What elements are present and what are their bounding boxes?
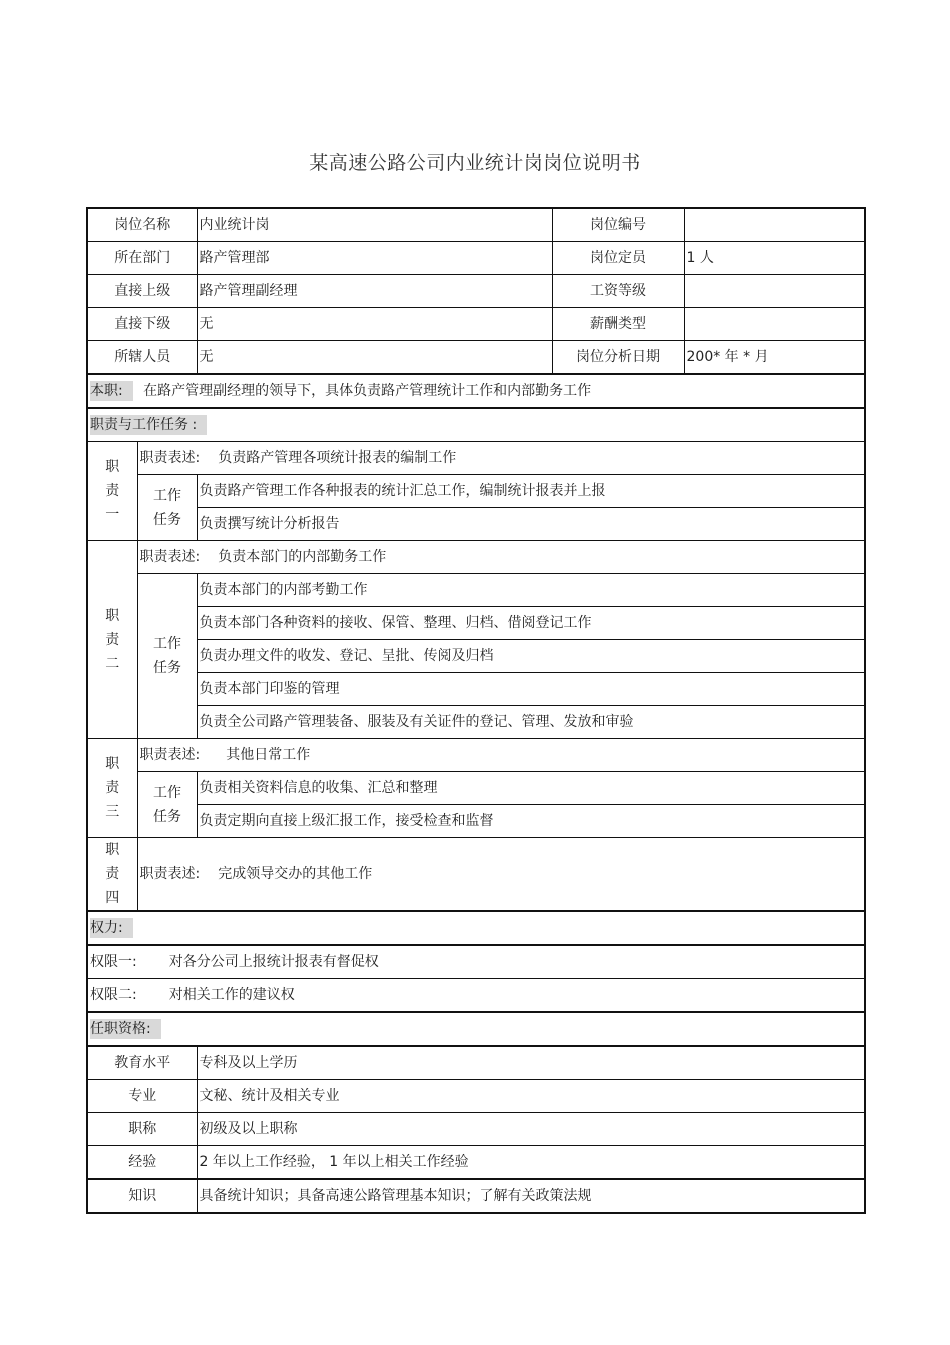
value-department: 路产管理部 <box>197 242 552 275</box>
value-subordinate: 无 <box>197 308 552 341</box>
duties-header-label: 职责与工作任务 : <box>90 415 207 435</box>
qualification-label: 职称 <box>87 1113 197 1146</box>
power-2-cell: 权限二: 对相关工作的建议权 <box>87 979 865 1013</box>
label-position-name: 岗位名称 <box>87 208 197 242</box>
value-pay-type <box>684 308 865 341</box>
value-superior: 路产管理副经理 <box>197 275 552 308</box>
duty-2-label: 职 责 二 <box>87 541 137 739</box>
label-pay-type: 薪酬类型 <box>552 308 684 341</box>
qualification-value: 专科及以上学历 <box>197 1046 865 1080</box>
duties-header-cell <box>87 408 865 442</box>
duty-2-task-3: 负责办理文件的收发、登记、呈批、传阅及归档 <box>197 640 865 673</box>
duty-1-desc: 职责表述: 负责路产管理各项统计报表的编制工作 <box>137 442 865 475</box>
value-salary-grade <box>684 275 865 308</box>
basic-row-5 <box>87 341 865 375</box>
qualification-label: 教育水平 <box>87 1046 197 1080</box>
power-header-row <box>87 911 865 945</box>
label-salary-grade: 工资等级 <box>552 275 684 308</box>
duty-1-task-label: 工作 任务 <box>137 475 197 541</box>
main-duty-label: 本职: <box>90 381 133 401</box>
duty-3-desc: 职责表述: 其他日常工作 <box>137 739 865 772</box>
qualification-header-cell <box>87 1012 865 1046</box>
power-header-label: 权力: <box>90 918 133 938</box>
basic-row-2 <box>87 242 865 275</box>
main-duty-row <box>87 374 865 408</box>
duty-2-desc-row <box>87 541 865 574</box>
value-position-id <box>684 208 865 242</box>
duties-header-row <box>87 408 865 442</box>
value-position-name: 内业统计岗 <box>197 208 552 242</box>
duty-2-desc: 职责表述: 负责本部门的内部勤务工作 <box>137 541 865 574</box>
duty-2-task-2: 负责本部门各种资料的接收、保管、整理、归档、借阅登记工作 <box>197 607 865 640</box>
qualification-row <box>87 1146 865 1180</box>
power-1-cell: 权限一: 对各分公司上报统计报表有督促权 <box>87 945 865 979</box>
job-description-table <box>86 207 866 1214</box>
qualification-value: 初级及以上职称 <box>197 1113 865 1146</box>
qualification-row <box>87 1179 865 1213</box>
basic-row-4 <box>87 308 865 341</box>
label-staff: 所辖人员 <box>87 341 197 375</box>
duty-4-label: 职 责 四 <box>87 838 137 912</box>
value-headcount: 1 人 <box>684 242 865 275</box>
label-superior: 直接上级 <box>87 275 197 308</box>
duty-1-task-row <box>87 475 865 508</box>
duty-3-task-row <box>87 805 865 838</box>
power-row-1 <box>87 945 865 979</box>
duty-2-task-label: 工作 任务 <box>137 574 197 739</box>
value-staff: 无 <box>197 341 552 375</box>
qualification-row <box>87 1080 865 1113</box>
power-row-2 <box>87 979 865 1013</box>
label-subordinate: 直接下级 <box>87 308 197 341</box>
power-header-cell <box>87 911 865 945</box>
duty-4-desc: 职责表述: 完成领导交办的其他工作 <box>137 838 865 912</box>
duty-2-task-row <box>87 574 865 607</box>
basic-row-1 <box>87 208 865 242</box>
basic-row-3 <box>87 275 865 308</box>
qualification-row <box>87 1113 865 1146</box>
duty-2-task-row <box>87 640 865 673</box>
duty-3-task-row <box>87 772 865 805</box>
qualification-label: 知识 <box>87 1179 197 1213</box>
duty-3-desc-row <box>87 739 865 772</box>
label-analysis-date: 岗位分析日期 <box>552 341 684 375</box>
label-headcount: 岗位定员 <box>552 242 684 275</box>
duty-2-task-row <box>87 607 865 640</box>
qualification-label: 经验 <box>87 1146 197 1180</box>
duty-1-task-1: 负责路产管理工作各种报表的统计汇总工作，编制统计报表并上报 <box>197 475 865 508</box>
duty-2-task-4: 负责本部门印鉴的管理 <box>197 673 865 706</box>
value-analysis-date: 200* 年 * 月 <box>684 341 865 375</box>
duty-3-task-2: 负责定期向直接上级汇报工作，接受检查和监督 <box>197 805 865 838</box>
duty-1-desc-row <box>87 442 865 475</box>
qualification-row <box>87 1046 865 1080</box>
qualification-header-label: 任职资格: <box>90 1019 161 1039</box>
qualification-header-row <box>87 1012 865 1046</box>
main-duty-cell <box>87 374 865 408</box>
duty-2-task-row <box>87 706 865 739</box>
label-position-id: 岗位编号 <box>552 208 684 242</box>
qualification-label: 专业 <box>87 1080 197 1113</box>
duty-2-task-5: 负责全公司路产管理装备、服装及有关证件的登记、管理、发放和审验 <box>197 706 865 739</box>
qualification-value: 文秘、统计及相关专业 <box>197 1080 865 1113</box>
duty-3-task-label: 工作 任务 <box>137 772 197 838</box>
duty-3-label: 职 责 三 <box>87 739 137 838</box>
duty-1-label: 职 责 一 <box>87 442 137 541</box>
duty-2-task-row <box>87 673 865 706</box>
qualification-value: 2 年以上工作经验， 1 年以上相关工作经验 <box>197 1146 865 1180</box>
duty-4-row <box>87 838 865 912</box>
duty-1-task-row <box>87 508 865 541</box>
duty-3-task-1: 负责相关资料信息的收集、汇总和整理 <box>197 772 865 805</box>
duty-1-task-2: 负责撰写统计分析报告 <box>197 508 865 541</box>
page-title: 某高速公路公司内业统计岗岗位说明书 <box>309 152 641 174</box>
main-duty-text: 在路产管理副经理的领导下，具体负责路产管理统计工作和内部勤务工作 <box>143 383 592 399</box>
label-department: 所在部门 <box>87 242 197 275</box>
duty-2-task-1: 负责本部门的内部考勤工作 <box>197 574 865 607</box>
qualification-value: 具备统计知识；具备高速公路管理基本知识；了解有关政策法规 <box>197 1179 865 1213</box>
